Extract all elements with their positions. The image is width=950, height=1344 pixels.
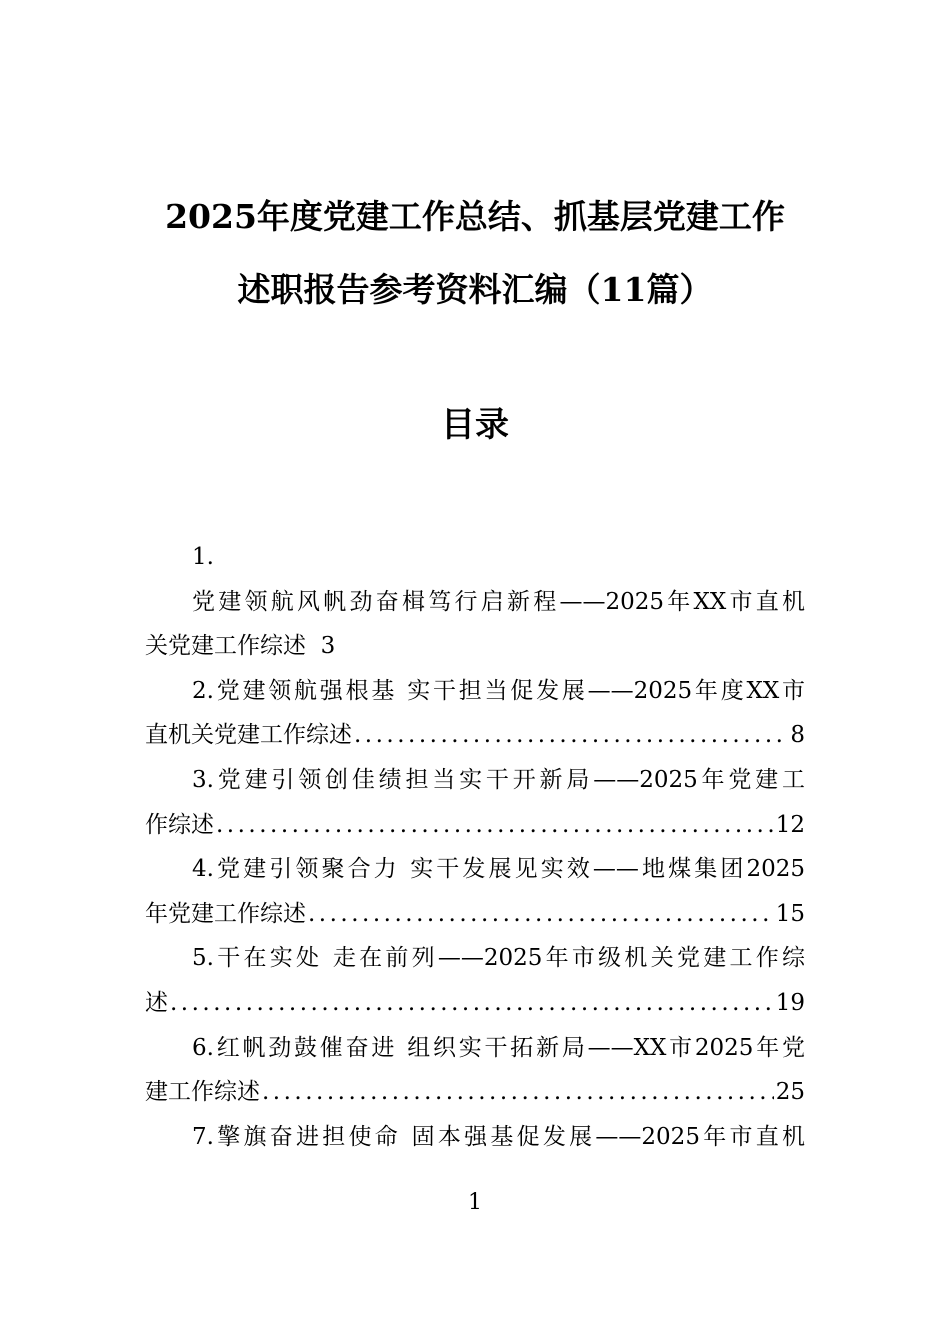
toc-heading: 目录	[441, 405, 509, 445]
document-title-line-1: 2025年度党建工作总结、抓基层党建工作	[165, 197, 785, 236]
toc-page-number: 25	[775, 1079, 805, 1106]
toc-entry-4-line2[interactable]	[145, 892, 805, 937]
toc-page-number: 12	[775, 811, 805, 838]
toc-entry-3-line1[interactable]: 3.党建引领创佳绩担当实干开新局——2025年党建工	[192, 766, 805, 793]
page-number: 1	[468, 1190, 482, 1215]
toc-entry-3-line2[interactable]	[145, 803, 805, 848]
document-title-line-2: 述职报告参考资料汇编（11篇）	[237, 270, 713, 309]
dot-leader	[262, 1070, 774, 1115]
toc-entry-text: 建工作综述	[145, 1079, 260, 1106]
dot-leader	[354, 713, 788, 758]
toc-entry-7-line1[interactable]: 7.擎旗奋进担使命 固本强基促发展——2025年市直机	[192, 1123, 805, 1150]
dot-leader	[308, 892, 774, 937]
toc-entry-6-line1[interactable]: 6.红帆劲鼓催奋进 组织实干拓新局——XX市2025年党	[192, 1034, 805, 1061]
toc-entry-text: 直机关党建工作综述	[145, 722, 352, 749]
toc-entry-text: 关党建工作综述	[145, 633, 306, 660]
table-of-contents	[145, 535, 805, 1159]
toc-page-number: 8	[790, 722, 805, 749]
toc-page-number: 19	[775, 989, 805, 1016]
toc-entry-text: 年党建工作综述	[145, 900, 306, 927]
dot-leader	[216, 803, 774, 848]
toc-entry-text: 述	[145, 989, 168, 1016]
toc-entry-2-line2[interactable]	[145, 713, 805, 758]
toc-entry-1-line1[interactable]: 党建领航风帆劲奋楫笃行启新程——2025年XX市直机	[192, 588, 805, 615]
toc-entry-5-line1[interactable]: 5.干在实处 走在前列——2025年市级机关党建工作综	[192, 945, 805, 972]
toc-page-number: 3	[320, 633, 336, 660]
toc-entry-text: 作综述	[145, 811, 214, 838]
toc-entry-4-line1[interactable]: 4.党建引领聚合力 实干发展见实效——地煤集团2025	[192, 856, 805, 883]
toc-entry-1-number: 1.	[192, 544, 214, 570]
toc-entry-6-line2[interactable]	[145, 1070, 805, 1115]
toc-entry-5-line2[interactable]	[145, 981, 805, 1026]
toc-page-number: 15	[775, 900, 805, 927]
toc-entry-1-line2[interactable]	[145, 624, 805, 669]
dot-leader	[170, 981, 774, 1026]
toc-entry-2-line1[interactable]: 2.党建领航强根基 实干担当促发展——2025年度XX市	[192, 677, 805, 704]
